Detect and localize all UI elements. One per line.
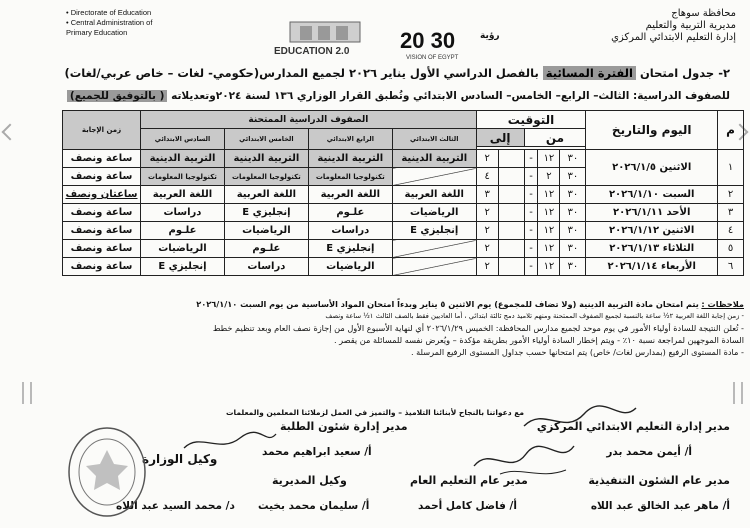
signature-name-central-director: أ/ أيمن محمد بدر [606, 446, 692, 458]
signature-name-general-education: أ/ فاضل كامل أحمد [418, 500, 517, 512]
education-logo-text: EDUCATION 2.0 [274, 46, 350, 57]
vision-english: VISION OF EGYPT [406, 55, 459, 61]
header-grade3: الثالث الابتدائي [392, 129, 476, 150]
header-left-line2: • Central Administration of [66, 18, 153, 27]
row-day: السبت ٢٠٢٦/١/١٠ [586, 186, 718, 204]
grade4-subject: تكنولوجيا المعلومات [308, 168, 392, 186]
header-right-line3: إدارة التعليم الابتدائي المركزي [611, 32, 736, 43]
grade6-subject: التربية الدينية [141, 150, 225, 168]
row-num: ٦ [718, 258, 744, 276]
footer-wishes: مع دعواتنا بالنجاح لأبنائنا التلاميذ – والتميز في العمل لزملائنا المعلمين والمعلمات [226, 408, 524, 417]
grade3-subject: الرياضيات [392, 204, 476, 222]
title-highlight: الفترة المسائية [543, 66, 636, 80]
grade5-subject: اللغة العربية [224, 186, 308, 204]
row-num: ٣ [718, 204, 744, 222]
note-5: - مادة المستوى الرفيع (بمدارس لغات/ خاص) يتم امتحانها حسب جداول المستوى الرفيع المرسلة . [410, 347, 744, 357]
dash: - [524, 240, 538, 258]
signature-title-directorate-deputy: وكيل المديرية [272, 474, 347, 487]
title-prefix: ٢- جدول امتحان [639, 66, 730, 80]
header-left [66, 8, 266, 38]
vision-number: 20 30 [400, 28, 456, 53]
grade6-subject: علـوم [141, 222, 225, 240]
row-num: ٢ [718, 186, 744, 204]
from-minute: ٣٠ [560, 240, 586, 258]
table-row [63, 222, 744, 240]
note-3: - تُعلن النتيجة للسادة أولياء الأمور في يوم موحد لجميع مدارس المحافظة: الخميس ٢٠٢٦/١/٢٩ أي لنهاية الأسبوع الأول من إجازة نصف العام وبعد تنظيم خطط [212, 323, 744, 333]
note-1: يتم امتحان مادة التربية الدينية (ولا تضاف للمجموع) يوم الاثنين ٥ يناير وبدءاً امتحان المواد الأساسية من يوم السبت ٢٠٢٦/١/١٠ [196, 299, 699, 309]
row-day: الاثنين ٢٠٢٦/١/١٢ [586, 222, 718, 240]
to-hour: ٢ [476, 222, 498, 240]
table-row [63, 186, 744, 204]
subtitle-highlight: ( بالتوفيق للجميع) [67, 90, 168, 102]
handwritten-signature [470, 436, 580, 482]
grade5-subject: الرياضيات [224, 222, 308, 240]
grade5-subject: تكنولوجيا المعلومات [224, 168, 308, 186]
grade6-subject: اللغة العربية [141, 186, 225, 204]
answer-time: ساعة ونصف [63, 240, 141, 258]
header-grade4: الرابع الابتدائي [308, 129, 392, 150]
grade3-empty [392, 240, 476, 258]
header-timing: التوقيت [476, 111, 586, 129]
title-rest: بالفصل الدراسي الأول يناير ٢٠٢٦ لجميع المدارس(حكومي- لغات – خاص عربي/لغات) [64, 66, 539, 80]
to-minute [498, 258, 524, 276]
grade4-subject: علـوم [308, 204, 392, 222]
exam-schedule-table [62, 110, 744, 276]
signature-title-student-affairs: مدير إدارة شئون الطلبة [280, 420, 408, 433]
signature-name-directorate-deputy: أ/ سليمان محمد بخيت [258, 500, 370, 512]
vision-2030-logo [398, 22, 508, 62]
handwritten-signature [520, 400, 640, 440]
signature-name-student-affairs: أ/ سعيد ابراهيم محمد [262, 446, 372, 458]
header-num: م [718, 111, 744, 150]
signature-title-executive: مدير عام الشئون التنفيذية [588, 474, 730, 487]
from-minute: ٣٠ [560, 186, 586, 204]
table-row [63, 258, 744, 276]
row-num: ١ [718, 150, 744, 186]
grade6-subject: دراسات [141, 204, 225, 222]
scroll-mark-right [733, 382, 743, 404]
header-day: اليوم والتاريخ [586, 111, 718, 150]
to-minute [498, 168, 524, 186]
notes-section [62, 298, 744, 358]
grade6-subject: تكنولوجيا المعلومات [141, 168, 225, 186]
row-num: ٤ [718, 222, 744, 240]
signature-name-ministry-deputy: د/ محمد السيد عبد اللاه [116, 500, 235, 512]
to-minute [498, 204, 524, 222]
header-left-line3: Primary Education [66, 28, 128, 37]
header-answer-time: زمن الإجابة [63, 111, 141, 150]
grade4-subject: اللغة العربية [308, 186, 392, 204]
grade5-subject: التربية الدينية [224, 150, 308, 168]
table-row [63, 240, 744, 258]
grade4-subject: دراسات [308, 222, 392, 240]
vision-arabic: رؤية [480, 31, 500, 41]
table-row [63, 204, 744, 222]
from-minute: ٣٠ [560, 222, 586, 240]
answer-time: ساعتان ونصف [63, 186, 141, 204]
document-subtitle [40, 90, 730, 102]
header-to: إلى [476, 129, 524, 147]
to-hour: ٣ [476, 186, 498, 204]
header-right [536, 8, 736, 44]
document-title [40, 66, 730, 80]
from-hour: ١٢ [538, 186, 560, 204]
to-hour: ٢ [476, 150, 498, 168]
row-day: الأحد ٢٠٢٦/١/١١ [586, 204, 718, 222]
answer-time: ساعة ونصف [63, 150, 141, 168]
note-4: السادة الموجهين لمراجعة نسبة ١٠٪ - ويتم إخطار السادة أولياء الأمور بطريقة مؤكدة – ويُعرض نفسه للمسائلة من يقصر . [333, 335, 744, 345]
table-row [63, 150, 744, 168]
grade3-subject: اللغة العربية [392, 186, 476, 204]
grade3-subject: إنجليزي E [392, 222, 476, 240]
from-hour: ١٢ [538, 258, 560, 276]
signature-name-executive: أ/ ماهر عبد الخالق عبد اللاه [590, 500, 730, 512]
answer-time: ساعة ونصف [63, 222, 141, 240]
to-hour: ٢ [476, 204, 498, 222]
note-2: - زمن إجابة اللغة العربية ٢½ ساعة بالنسبة لجميع الصفوف الممتحنة ومنهم تلاميذ دمج ثالثة ابتدائي ، أما العاديين فقط بالصف الثالث ١½ ساعة ونصف [325, 312, 744, 320]
header-from: من [524, 129, 586, 147]
handwritten-signature [180, 428, 280, 458]
row-day: الأربعاء ٢٠٢٦/١/١٤ [586, 258, 718, 276]
answer-time: ساعة ونصف [63, 258, 141, 276]
from-hour: ١٢ [538, 204, 560, 222]
from-minute: ٣٠ [560, 150, 586, 168]
from-minute: ٣٠ [560, 168, 586, 186]
subtitle-text: للصفوف الدراسية: الثالث– الرابع– الخامس– السادس الابتدائي وتُطبق القرار الوزاري ١٣٦ لسنة ٢٠٢٤وتعديلاته [171, 90, 730, 102]
header-right-line2: مديرية التربية والتعليم [645, 20, 736, 31]
from-hour: ٢ [538, 168, 560, 186]
from-hour: ١٢ [538, 240, 560, 258]
dash: - [524, 150, 538, 168]
to-hour: ٤ [476, 168, 498, 186]
to-minute [498, 186, 524, 204]
dash: - [524, 204, 538, 222]
dash: - [524, 168, 538, 186]
to-hour: ٢ [476, 240, 498, 258]
grade6-subject: الرياضيات [141, 240, 225, 258]
grade4-subject: الرياضيات [308, 258, 392, 276]
grade3-subject: التربية الدينية [392, 150, 476, 168]
to-hour: ٢ [476, 258, 498, 276]
grade6-subject: إنجليزي E [141, 258, 225, 276]
grade4-subject: التربية الدينية [308, 150, 392, 168]
from-hour: ١٢ [538, 222, 560, 240]
grade4-subject: إنجليزي E [308, 240, 392, 258]
row-day: الثلاثاء ٢٠٢٦/١/١٣ [586, 240, 718, 258]
grade3-empty [392, 258, 476, 276]
signature-title-ministry-deputy: وكيل الوزارة [142, 452, 218, 466]
education-logo [270, 14, 390, 58]
table-header-row [63, 111, 744, 129]
scroll-mark-left [22, 382, 32, 404]
dash: - [524, 222, 538, 240]
header-right-line1: محافظة سوهاج [671, 8, 736, 19]
dash: - [524, 186, 538, 204]
to-minute [498, 240, 524, 258]
signature-title-central-director: مدير إدارة التعليم الابتدائي المركزي [536, 420, 730, 433]
row-num: ٥ [718, 240, 744, 258]
grade3-empty [392, 168, 476, 186]
from-minute: ٣٠ [560, 258, 586, 276]
to-minute [498, 222, 524, 240]
row-day: الاثنين ٢٠٢٦/١/٥ [586, 150, 718, 186]
header-grade6: السادس الابتدائي [141, 129, 225, 150]
header-grade5: الخامس الابتدائي [224, 129, 308, 150]
dash: - [524, 258, 538, 276]
to-minute [498, 150, 524, 168]
notes-label: ملاحظات : [701, 299, 744, 309]
from-minute: ٣٠ [560, 204, 586, 222]
grade5-subject: علـوم [224, 240, 308, 258]
header-left-line1: • Directorate of Education [66, 8, 152, 17]
from-hour: ١٢ [538, 150, 560, 168]
answer-time: ساعة ونصف [63, 204, 141, 222]
official-seal-stamp [62, 420, 152, 520]
answer-time: ساعة ونصف [63, 168, 141, 186]
signature-title-general-education: مدير عام التعليم العام [410, 474, 528, 487]
grade5-subject: دراسات [224, 258, 308, 276]
grade5-subject: إنجليزي E [224, 204, 308, 222]
header-grades: الصفوف الدراسية الممتحنة [141, 111, 477, 129]
